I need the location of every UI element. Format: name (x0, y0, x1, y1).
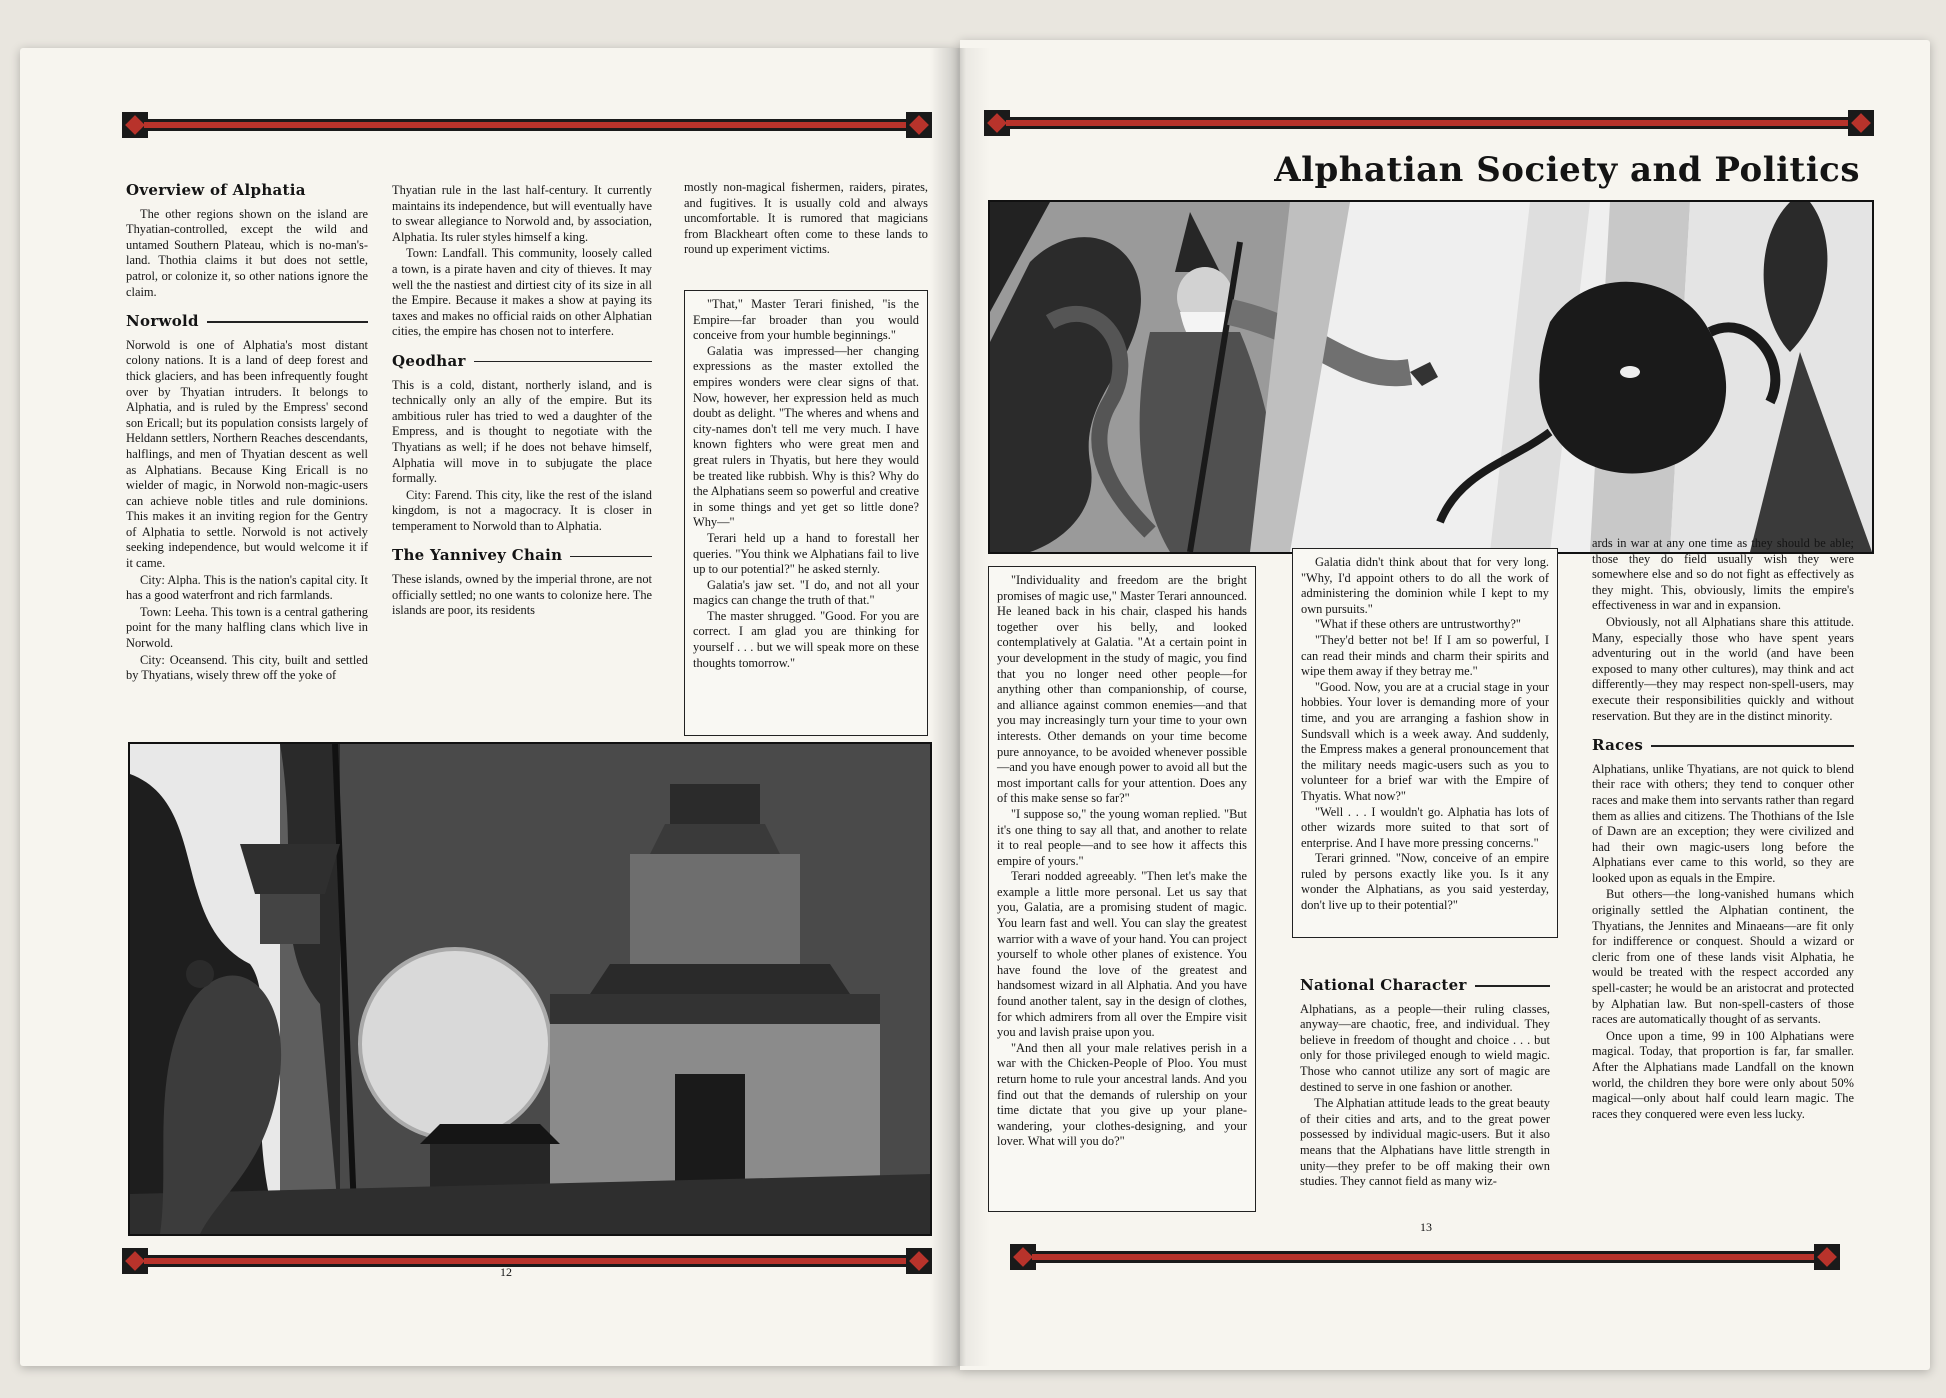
paragraph: But others—the long-vanished humans which originally settled the Alphatian continent, the Thyatians, the Jennites and Minaeans—are fit only for indifference or conquest. Should a wizard or cleric from one of these lands visit Alphatia, he would be treated with the respect accorded any spell-caster; he would be an aristocrat and protected by Alphatian law. But non-spell-casters of those races are automatically thought of as servants. (1592, 887, 1854, 1027)
box-paragraph: Galatia's jaw set. "I do, and not all your magics can change the truth of that." (693, 577, 919, 608)
paragraph: The other regions shown on the island are Thyatian-controlled, except the wild and untamed Southern Plateau, which is no-man's-land. Thothia claims it but does not settle, patrol, or colonize it, so other nations ignore the claim. (126, 206, 368, 299)
paragraph: Town: Landfall. This community, loosely called a town, is a pirate haven and city of thieves. It may well the the nastiest and dirtiest city of its size in all the Empire. Because it makes a show at paying its taxes and makes no official raids on other Alphatian cities, the empire has chosen not to interfere. (392, 246, 652, 339)
paragraph: Town: Leeha. This town is a central gathering point for the many halfling clans which live in Norwold. (126, 604, 368, 651)
paragraph: The Alphatian attitude leads to the great beauty of their cities and arts, and to the great power possessed by individual magic-users. But it also means that the Alphatians have little strength in unity—they prefer to be off making their own studies. They cannot field as many wiz- (1300, 1096, 1550, 1189)
paragraph: City: Farend. This city, like the rest of the island kingdom, is not a magocracy. It is closer in temperament to Norwold than to Alphatia. (392, 487, 652, 533)
heading-national-character: National Character (1300, 978, 1550, 994)
paragraph: Obviously, not all Alphatians share this attitude. Many, especially those who have spent years adventuring out in the world (and have been exposed to many other cultures), may think and act differently—they may respect non-spell-users, may execute their responsibilities quickly and without reservation. But they are in the distinct minority. (1592, 614, 1854, 723)
page-number-left: 12 (500, 1265, 512, 1279)
box-paragraph: "I suppose so," the young woman replied. "But it's one thing to say all that, and another to relate it to real people—and to see how it affects this empire of yours." (997, 806, 1247, 868)
page-title: Alphatian Society and Politics (1274, 150, 1860, 190)
right-bottom-border (1010, 1244, 1840, 1270)
box-paragraph: Terari grinned. "Now, conceive of an empire ruled by persons exactly like you. Is it any wonder the Alphatians, as you said yesterday, don't live up to their potential?" (1301, 851, 1549, 913)
box-paragraph: "Individuality and freedom are the bright promises of magic use," Master Terari announced. He leaned back in his chair, clasped his hands together over his belly, and looked contemplatively at Galatia. "At a certain point in your development in the study of magic, you find that you no longer need other people—for anything other than companionship, of course, and alliance against common enemies—and that you may increasingly turn your time to your own interests. Other demands on your time become pure annoyance, to be avoided whenever possible—and you have enough power to avoid all but the most important calls for your attention. Does any of this make sense so far?" (997, 573, 1247, 806)
temple-illustration (128, 742, 932, 1236)
box-paragraph: "Well . . . I wouldn't go. Alphatia has lots of other wizards more suited to that sort of enterprise. And I have more pressing concerns." (1301, 804, 1549, 850)
paragraph: This is a cold, distant, northerly island, and is technically only an ally of the empire. But its ambitious ruler has tried to wed a daughter of the Empress, and is thought to negotiate with the Thyatians as well; if he does not behave himself, Alphatia will move in to subjugate the place formally. (392, 377, 652, 486)
box-paragraph: Galatia didn't think about that for very long. "Why, I'd appoint others to do all the work of administering the dominion while I kept to my own pursuits." (1301, 555, 1549, 616)
box-paragraph: "And then all your male relatives perish in a war with the Chicken-People of Ploo. You must return home to rule your ancestral lands. And you find out that the demands of rulership on your time dictate that you give up your plane-wandering, your clothes-designing, and your lover. What will you do?" (997, 1040, 1247, 1149)
box-paragraph: "That," Master Terari finished, "is the Empire—far broader than you would conceive from your humble beginnings." (693, 297, 919, 343)
left-column-1 (126, 183, 368, 685)
left-bottom-border (122, 1248, 932, 1274)
box-paragraph: "They'd better not be! If I am so powerful, I can read their minds and charm their spirits and wipe them away if they betray me." (1301, 632, 1549, 679)
heading-norwold: Norwold (126, 314, 368, 330)
paragraph: Alphatians, unlike Thyatians, are not quick to blend their race with others; they tend to conquer other races and make them into servants rather than regard them as allies and citizens. The Thothians of the Isle of Dawn are an exception; they were civilized and had their own magic-users long before the Alphatians ever came to this world, so they are looked upon as equals in the Empire. (1592, 761, 1854, 885)
dialogue-box-right-b (1292, 548, 1558, 938)
heading-overview: Overview of Alphatia (126, 181, 306, 199)
paragraph: These islands, owned by the imperial throne, are not officially settled; no one wants to colonize here. The islands are poor, its residents (392, 572, 653, 618)
paragraph: ards in war at any one time as they should be able; those they do field usually wish they were somewhere else and so do not fight as effectively as they might. This, obviously, limits the empire's effectiveness in war and in expansion. (1592, 536, 1854, 613)
paragraph: City: Alpha. This is the nation's capital city. It has a good waterfront and rich farmlands. (126, 572, 368, 603)
left-top-border (122, 112, 932, 138)
heading-yannivey: The Yannivey Chain (392, 548, 652, 564)
box-paragraph: Galatia was impressed—her changing expressions as the master extolled the empires wonders were clear signs of that. Now, however, her expression held as much doubt as delight. "The wheres and whens and city-names don't tell me very much. I have known fighters who were great men and great rulers in Thyatis, but here they would be treated like rubbish. Why is this? Why do the Alphatians seem so powerful and creative in some things and yet get so little done? Why—" (693, 343, 919, 530)
right-column-3 (1592, 536, 1854, 1123)
left-column-3 (684, 180, 928, 259)
box-paragraph: "What if these others are untrustworthy?" (1315, 617, 1521, 632)
heading-races: Races (1592, 738, 1854, 754)
dialogue-box-left (684, 290, 928, 736)
heading-qeodhar: Qeodhar (392, 354, 652, 370)
box-paragraph: The master shrugged. "Good. For you are correct. I am glad you are thinking for yourself . . . but we will speak more on these thoughts tomorrow." (693, 608, 919, 670)
right-top-border (984, 110, 1874, 136)
box-paragraph: "Good. Now, you are at a crucial stage in your hobbies. Your lover is demanding more of your time, and you are arranging a fashion show in Sundsvall which is a week away. And suddenly, the Empress makes a general pronouncement that the military needs magic-users such as you to volunteer for a brief war with the Empire of Thyatis. What now?" (1301, 679, 1549, 803)
page-number-right: 13 (1420, 1220, 1432, 1234)
paragraph: mostly non-magical fishermen, raiders, pirates, and fugitives. It is usually cold and always uncomfortable. It is rumored that magicians from Blackheart often come to these lands to round up experiment victims. (684, 180, 928, 257)
paragraph: Norwold is one of Alphatia's most distant colony nations. It is a land of deep forest and thick glaciers, and has been infrequently fought over by Thyatian intruders. It belongs to Alphatia, and is ruled by the Empress' second son Ericall; but its population consists largely of Heldann settlers, Northern Reaches descendants, halflings, and men of Thyatian descent as well as Alphatians. Because King Ericall is no wielder of magic, in Norwold non-magic-users can achieve noble titles and rule dominions. This makes it an inviting region for the Gentry of Alphatia to settle. Norwold is not actively seeking independence, but would welcome it if it came. (126, 337, 368, 571)
paragraph: Alphatians, as a people—their ruling classes, anyway—are chaotic, free, and individual. They believe in freedom of thought and choice . . . but only for those privileged enough to wield magic. Those who cannot utilize any sort of magic are destined to serve in one fashion or another. (1300, 1001, 1550, 1094)
box-paragraph: Terari nodded agreeably. "Then let's make the example a little more personal. Let us say that you, Galatia, are a promising student of magic. You learn fast and well. You can slay the greatest warrior with a wave of your hand. You can project yourself to whole other planes of existence. You have found the love of the greatest and handsomest wizard in all Alphatia. And you have found another talent, say in the design of clothes, for which admirers from all over the Empire visit you and lavish praise upon you. (997, 869, 1247, 1040)
left-column-2 (392, 183, 652, 620)
paragraph: Thyatian rule in the last half-century. It currently maintains its independence, but will eventually have to swear allegiance to Norwold and, by association, Alphatia. Its ruler styles himself a king. (392, 183, 652, 244)
dialogue-box-right-a (988, 566, 1256, 1212)
right-column-2-lower (1300, 964, 1550, 1191)
paragraph: Once upon a time, 99 in 100 Alphatians were magical. Today, that proportion is far, far smaller. After the Alphatians made Landfall on the known world, the children they bore were only about 50% magical—only about half could learn magic. The races they conquered were even less lucky. (1592, 1028, 1854, 1121)
box-paragraph: Terari held up a hand to forestall her queries. "You think we Alphatians fail to live up to our potential?" he asked sternly. (693, 530, 919, 577)
wizard-illustration (988, 200, 1874, 554)
paragraph: City: Oceansend. This city, built and settled by Thyatians, wisely threw off the yoke of (126, 652, 368, 683)
